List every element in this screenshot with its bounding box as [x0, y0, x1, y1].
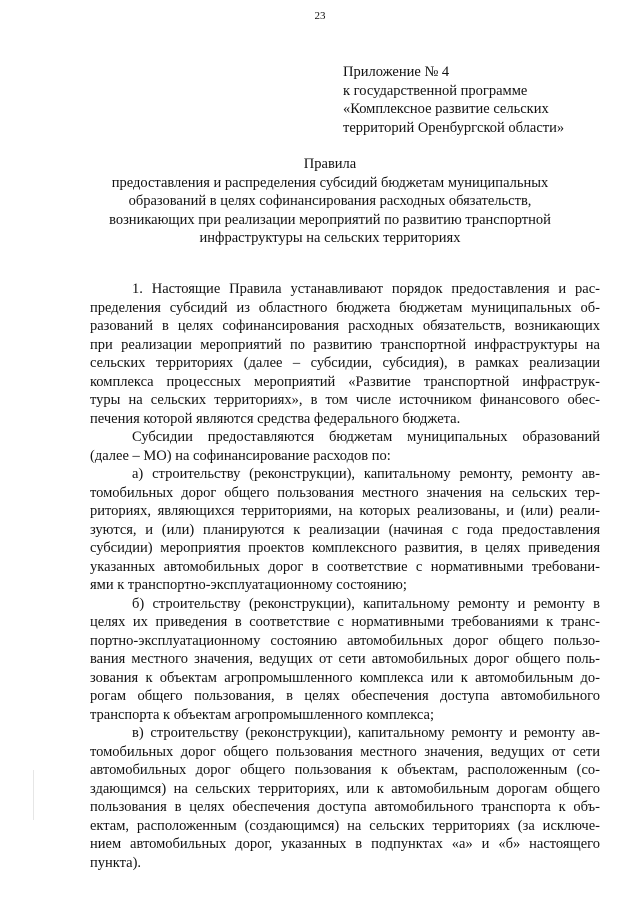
text-line: указанных автомобильных дорог в соответствие с нормативными требовани- — [90, 558, 600, 575]
text-line: риториях, являющихся территориями, на которых реализованы, и (или) реали- — [90, 503, 600, 519]
list-item-a — [90, 465, 600, 595]
text-line: автомобильных дорог общего пользования к объектам, расположенным (со- — [90, 762, 600, 778]
text-line: 1. Настоящие Правила устанавливают порядок предоставления и рас- — [132, 281, 600, 297]
text-line: томобильных дорог общего пользования местного значения на сельских тер- — [90, 484, 600, 501]
paragraph-2 — [90, 428, 600, 465]
list-item-b — [90, 595, 600, 725]
text-line: нием автомобильных дорог, указанных в подпунктах «а» и «б» настоящего — [90, 836, 600, 852]
text-line: пределения субсидий из областного бюджета бюджетам муниципальных об- — [90, 299, 600, 316]
text-line: Субсидии предоставляются бюджетам муниципальных образований — [132, 429, 600, 445]
text-line: пункта). — [90, 854, 142, 871]
appendix-line: Приложение № 4 — [343, 64, 450, 80]
scan-margin-mark — [33, 770, 34, 820]
title-line: образований в целях софинансирования расходных обязательств, — [128, 193, 532, 209]
text-line: комплекса процессных мероприятий «Развитие транспортной инфраструк- — [90, 373, 600, 390]
text-line: ектам, расположенным (создающимся) на сельских территориях (за исключе- — [90, 817, 600, 834]
text-line: рогам общего пользования, в целях обеспечения доступа автомобильного — [90, 688, 600, 704]
text-line: при реализации мероприятий по развитию транспортной инфраструктуры на — [90, 336, 600, 353]
text-line: здающимся) на сельских территориях, или к автомобильным дорогам общего — [90, 780, 600, 797]
document-body — [90, 280, 600, 872]
text-line: разований в целях софинансирования расходных обязательств, возникающих — [90, 318, 600, 334]
text-line: субсидии) мероприятия проектов комплексного развития, в целях приведения — [90, 540, 600, 556]
text-line: зования к объектам агропромышленного комплекса или к автомобильным до- — [90, 669, 600, 686]
list-item-v — [90, 724, 600, 872]
text-line: (далее – МО) на софинансирование расходов по: — [90, 447, 391, 464]
text-line: б) строительству (реконструкции), капитальному ремонту и ремонту в — [132, 595, 600, 612]
text-line: вания местного значения, ведущих от сети автомобильных дорог общего поль- — [90, 651, 600, 667]
document-title — [70, 155, 590, 248]
text-line: транспорта к объектам агропромышленного комплекса; — [90, 706, 435, 723]
text-line: печения которой являются средства федерального бюджета. — [90, 410, 461, 427]
appendix-line: «Комплексное развитие сельских — [343, 101, 549, 117]
text-line: а) строительству (реконструкции), капитальному ремонту, ремонту ав- — [132, 466, 600, 482]
text-line: пользования в целях обеспечения доступа автомобильного транспорта к объ- — [90, 799, 600, 815]
text-line: в) строительству (реконструкции), капитальному ремонту и ремонту ав- — [132, 725, 600, 741]
title-line: возникающих при реализации мероприятий по развитию транспортной — [109, 211, 551, 228]
appendix-header — [343, 63, 633, 137]
title-line: предоставления и распределения субсидий бюджетам муниципальных — [111, 174, 549, 191]
text-line: туры на сельских территориях», в том числе источником финансового обес- — [90, 392, 600, 408]
text-line: целях их приведения в соответствие с нормативными требованиями к транс- — [90, 614, 600, 630]
page-number: 23 — [314, 10, 326, 22]
appendix-line: территорий Оренбургской области» — [343, 119, 565, 136]
text-line: зуются, и (или) планируются к реализации (начиная с года предоставления — [90, 521, 600, 538]
appendix-line: к государственной программе — [343, 82, 528, 99]
text-line: ями к транспортно-эксплуатационному состоянию; — [90, 577, 407, 593]
text-line: сельских территориях (далее – субсидии, субсидия), в рамках реализации — [90, 355, 600, 371]
paragraph-1 — [90, 280, 600, 428]
text-line: томобильных дорог общего пользования местного значения, ведущих от сети — [90, 743, 600, 760]
text-line: портно-эксплуатационному состоянию автомобильных дорог общего пользо- — [90, 632, 600, 649]
title-line: Правила — [303, 156, 357, 172]
title-line: инфраструктуры на сельских территориях — [199, 230, 461, 246]
